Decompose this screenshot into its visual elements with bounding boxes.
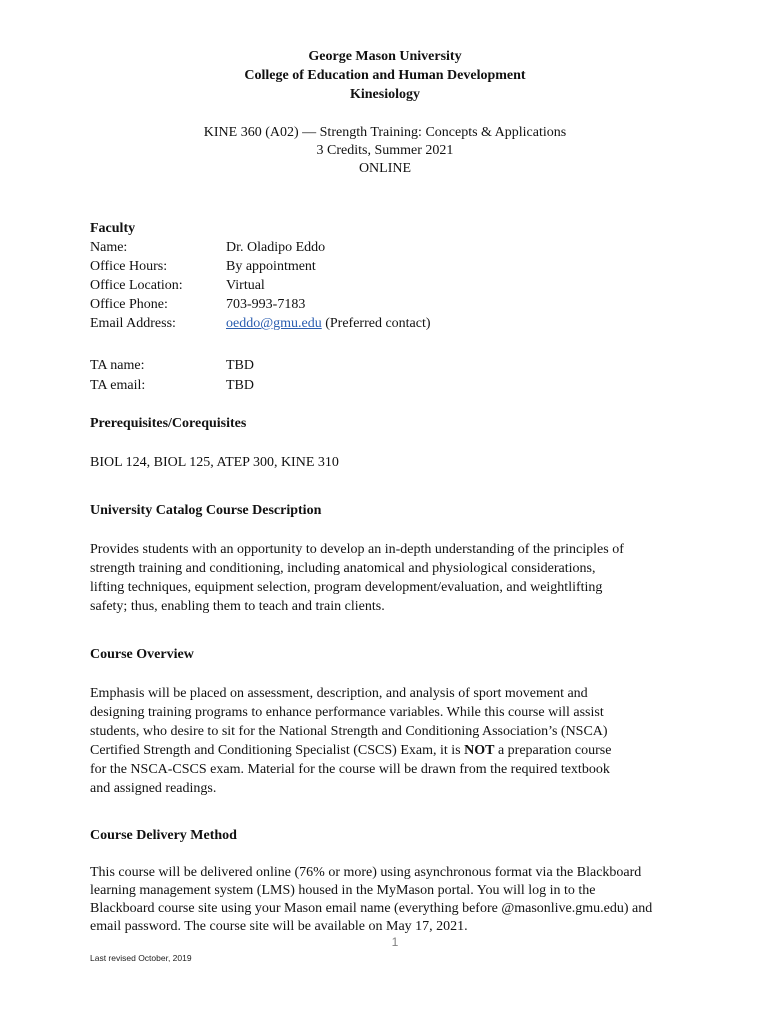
faculty-label: Name: [90,240,128,255]
university-name: George Mason University [308,49,462,64]
faculty-row-name [90,238,710,257]
emphasis-not: NOT [464,743,495,758]
text-run: Certified Strength and Conditioning Specialist (CSCS) Exam, it is [90,743,465,758]
faculty-label: Email Address: [90,316,176,331]
paragraph-line: learning management system (LMS) housed in the MyMason portal. You will log in to the [90,883,596,898]
faculty-value: Dr. Oladipo Eddo [226,240,326,255]
paragraph-line: safety; thus, enabling them to teach and train clients. [90,599,385,614]
course-header [0,124,770,178]
prerequisites-heading [90,414,710,433]
prerequisites-text [90,453,710,472]
faculty-row-office-location [90,276,710,295]
course-format: ONLINE [358,161,412,176]
faculty-value [226,314,710,333]
faculty-email-note: (Preferred contact) [321,316,431,331]
delivery-heading [90,826,710,845]
ta-label: TA name: [90,358,145,373]
faculty-row-office-phone [90,295,710,314]
faculty-value: Virtual [226,278,265,293]
paragraph-line: Blackboard course site using your Mason email name (everything before @masonlive.gmu.edu) and [90,901,653,916]
overview-heading [90,645,710,664]
paragraph-line [90,741,700,760]
revision-note: Last revised October, 2019 [90,953,192,963]
paragraph-line: Provides students with an opportunity to develop an in-depth understanding of the principles of [90,542,624,557]
faculty-row-email [90,314,710,333]
paragraph-line: for the NSCA-CSCS exam. Material for the course will be drawn from the required textbook [90,762,610,777]
faculty-value: 703-993-7183 [226,297,306,312]
section-heading: University Catalog Course Description [90,503,322,518]
faculty-row-office-hours [90,257,710,276]
ta-value: TBD [226,378,254,393]
faculty-heading: Faculty [90,221,136,236]
paragraph-line: lifting techniques, equipment selection, program development/evaluation, and weightlifting [90,580,603,595]
overview-text [90,684,700,798]
course-title: KINE 360 (A02) — Strength Training: Concepts & Applications [203,125,567,140]
paragraph-line: BIOL 124, BIOL 125, ATEP 300, KINE 310 [90,455,339,470]
paragraph-line: This course will be delivered online (76% or more) using asynchronous format via the Blackboard [90,865,642,880]
section-heading: Prerequisites/Corequisites [90,416,247,431]
paragraph-line: Emphasis will be placed on assessment, description, and analysis of sport movement and [90,686,588,701]
ta-value: TBD [226,358,254,373]
institution-header [0,47,770,104]
department-name: Kinesiology [349,87,420,102]
delivery-text [90,864,700,936]
faculty-label: Office Location: [90,278,183,293]
section-heading: Course Overview [90,647,194,662]
faculty-label: Office Phone: [90,297,168,312]
faculty-section [90,219,710,333]
faculty-email-link[interactable]: oeddo@gmu.edu [226,316,322,331]
faculty-label: Office Hours: [90,259,168,274]
catalog-description [90,540,700,616]
page-number: 1 [391,935,399,949]
course-credits-term: 3 Credits, Summer 2021 [316,143,454,158]
text-run: a preparation course [494,743,612,758]
ta-label: TA email: [90,378,146,393]
paragraph-line: strength training and conditioning, including anatomical and physiological considerations, [90,561,596,576]
ta-row-email [90,376,710,395]
ta-section [90,356,710,395]
paragraph-line: designing training programs to enhance performance variables. While this course will assist [90,705,604,720]
paragraph-line: email password. The course site will be available on May 17, 2021. [90,919,468,934]
section-heading: Course Delivery Method [90,828,237,843]
college-name: College of Education and Human Development [244,68,526,83]
paragraph-line: students, who desire to sit for the National Strength and Conditioning Association’s (NSCA) [90,724,608,739]
faculty-value: By appointment [226,259,316,274]
ta-row-name [90,356,710,375]
catalog-heading [90,501,710,520]
paragraph-line: and assigned readings. [90,781,217,796]
